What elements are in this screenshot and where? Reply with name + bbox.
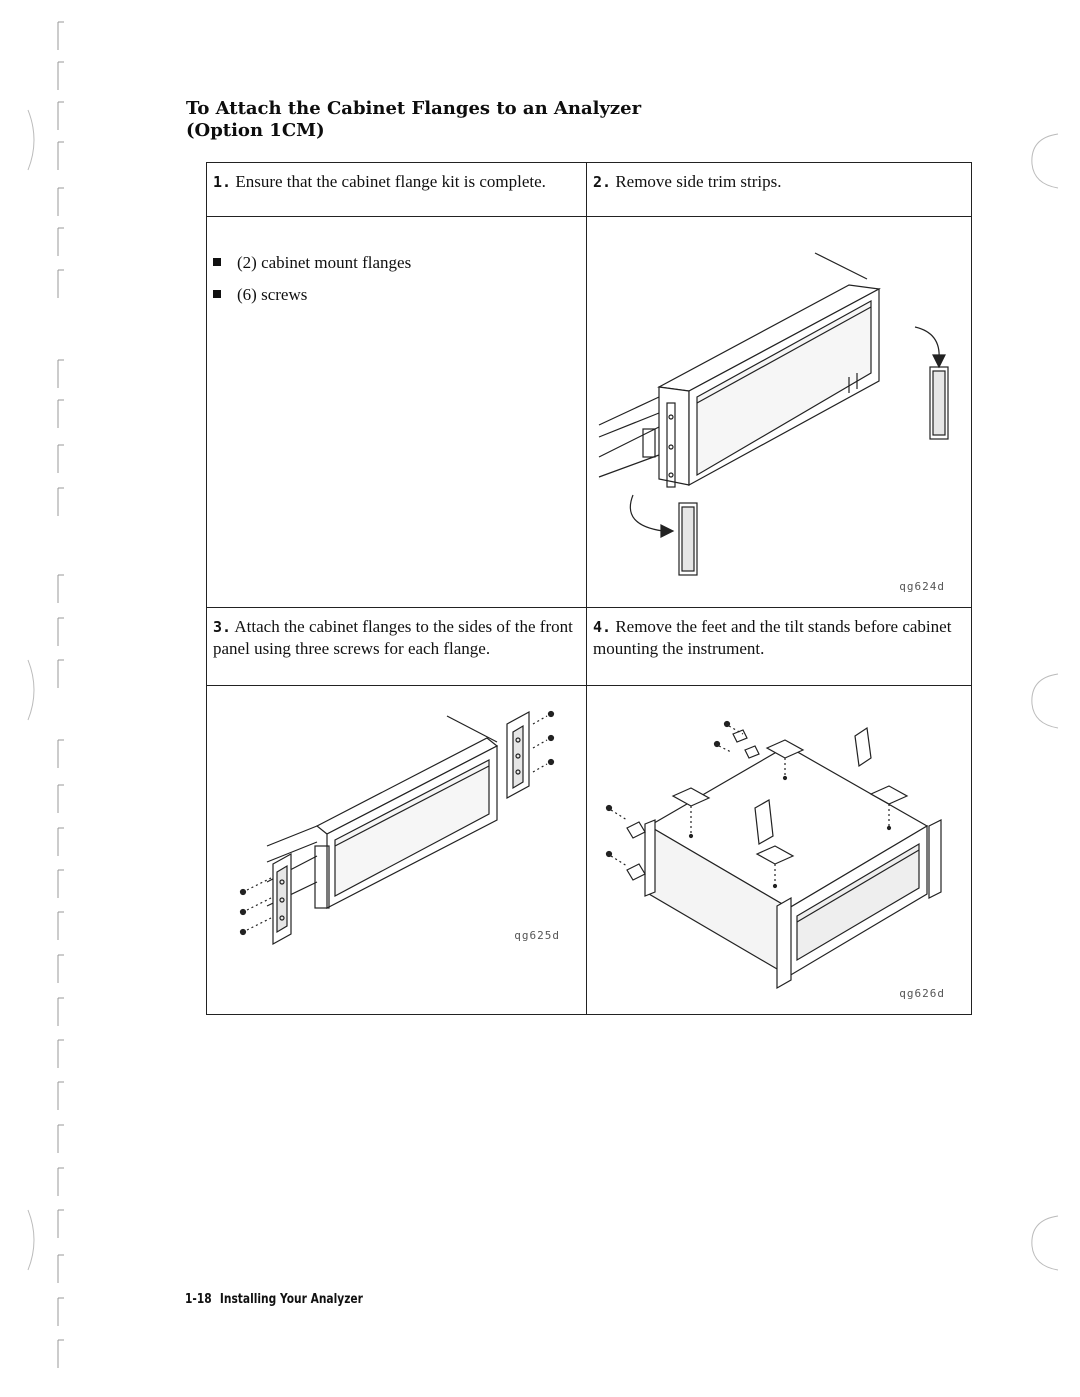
page-footer (185, 1292, 371, 1307)
trim-strip-removal-illustration (587, 217, 970, 607)
step-1-parts-cell (207, 217, 587, 608)
title-line-2: (Option 1CM) (186, 120, 325, 141)
step-4-number: 4. (593, 618, 612, 636)
bullet-icon (213, 290, 221, 298)
section-name: Installing Your Analyzer (219, 1292, 363, 1307)
step-2-text: Remove side trim strips. (615, 172, 782, 191)
title-line-1: To Attach the Cabinet Flanges to an Analyzer (186, 98, 642, 119)
margin-scan-marks (0, 0, 70, 1397)
binder-hole-marks (1028, 130, 1068, 1310)
figure-id: qg626d (899, 987, 945, 1000)
step-1-caption-cell (207, 163, 587, 217)
step-4-figure-cell (587, 686, 972, 1015)
step-4-text: Remove the feet and the tilt stands before cabinet mounting the instrument. (593, 617, 952, 658)
part-label: (6) screws (237, 285, 308, 304)
step-3-number: 3. (213, 618, 232, 636)
step-4-caption-cell (587, 608, 972, 686)
figure-id: qg624d (899, 580, 945, 593)
step-2-caption-cell (587, 163, 972, 217)
step-3-figure-cell (207, 686, 587, 1015)
figure-id: qg625d (514, 929, 560, 942)
step-3-text: Attach the cabinet flanges to the sides of the front panel using three screws for each flange. (213, 617, 573, 658)
step-1-text: Ensure that the cabinet flange kit is complete. (235, 172, 546, 191)
page-number: 1-18 (185, 1292, 212, 1307)
bullet-icon (213, 258, 221, 266)
list-item (213, 285, 586, 305)
page-title (186, 98, 746, 142)
step-2-figure-cell (587, 217, 972, 608)
steps-table (206, 162, 972, 1015)
parts-list (207, 217, 586, 305)
feet-removal-illustration (587, 686, 970, 1014)
flange-attachment-illustration (207, 686, 585, 1014)
list-item (213, 253, 586, 273)
step-2-number: 2. (593, 173, 612, 191)
step-3-caption-cell (207, 608, 587, 686)
step-1-number: 1. (213, 173, 232, 191)
part-label: (2) cabinet mount flanges (237, 253, 412, 272)
